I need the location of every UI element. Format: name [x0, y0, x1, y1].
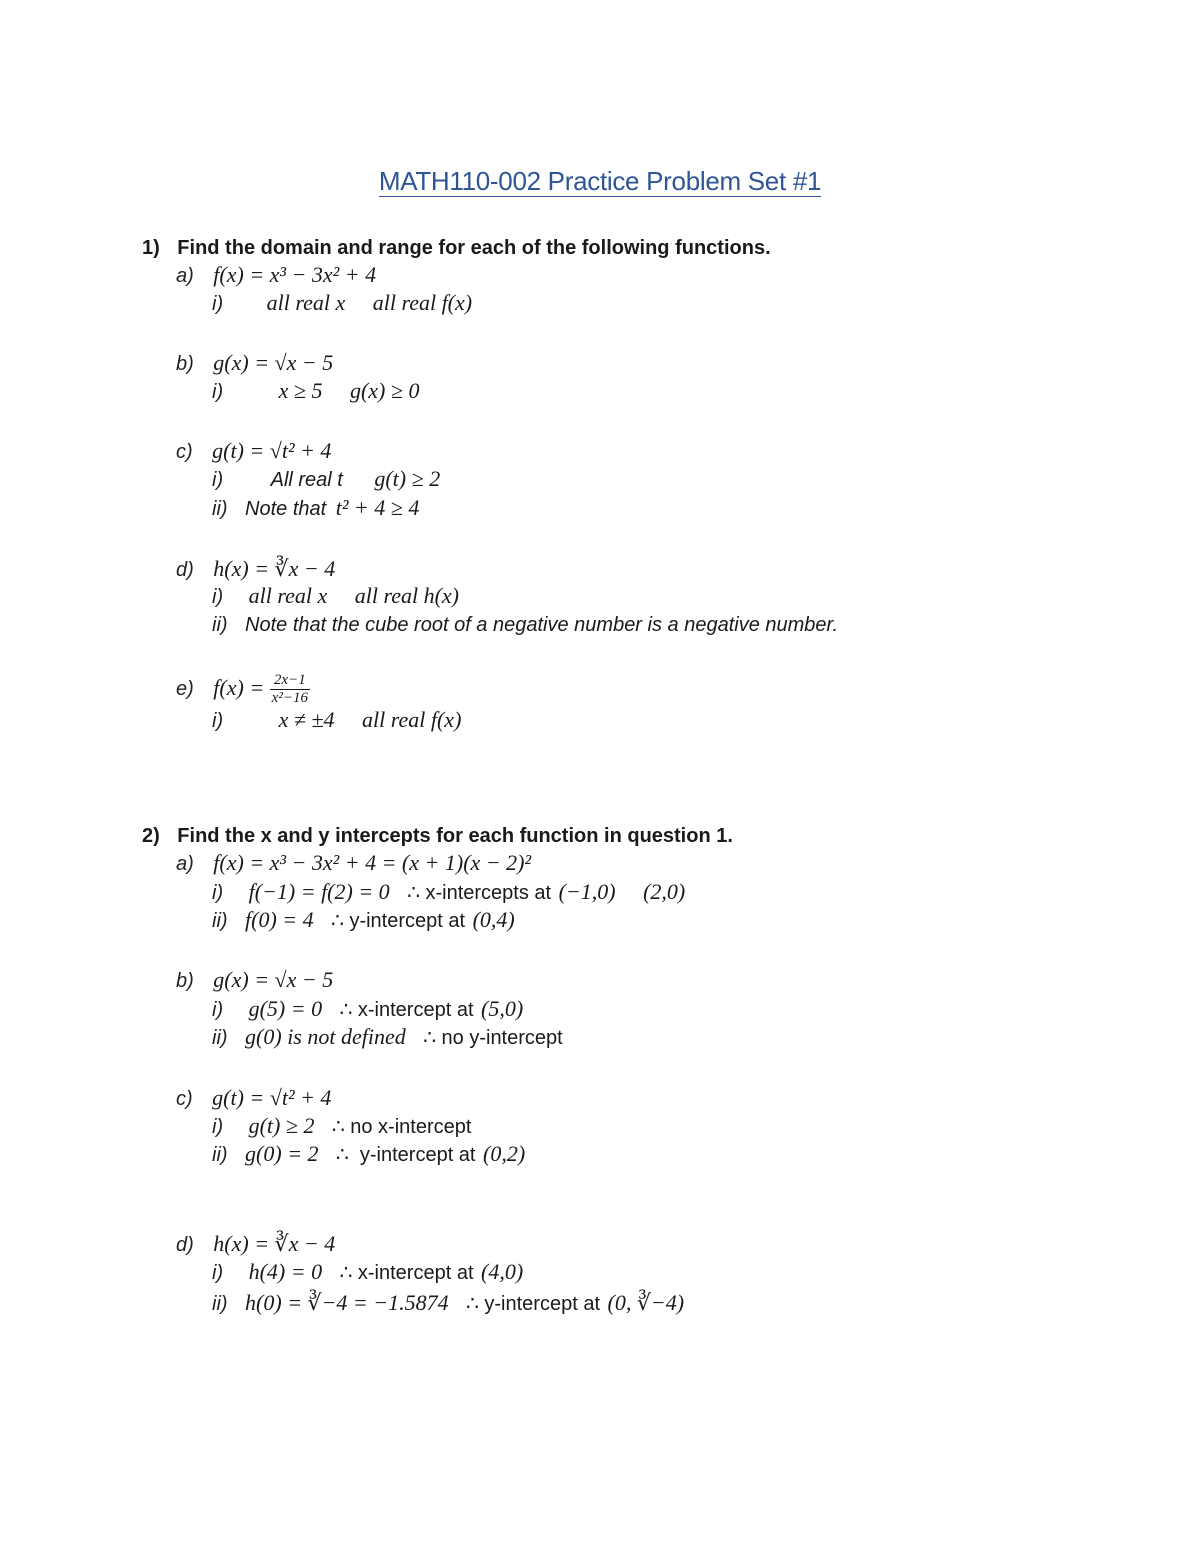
q1-part-c	[176, 437, 331, 466]
sub-label: i)	[212, 586, 224, 608]
answer-text: Note that	[245, 498, 327, 520]
question-2	[142, 821, 733, 850]
q1-part-d	[176, 555, 335, 584]
answer-math: h(0) = ∛−4 = −1.5874	[245, 1290, 449, 1315]
answer-text: ∴ no y-intercept	[423, 1027, 563, 1049]
part-label: d)	[176, 1234, 194, 1256]
q1-a-answer-i	[212, 289, 472, 318]
function-expression: f(x) = x³ − 3x² + 4	[213, 262, 377, 287]
q1-part-b	[176, 349, 333, 378]
q2-b-answer-ii	[212, 1023, 563, 1052]
part-label: a)	[176, 265, 194, 287]
q2-d-answer-i	[212, 1258, 523, 1287]
answer-math-2: (0,2)	[483, 1141, 526, 1166]
question-1	[142, 233, 771, 262]
q1-d-answer-ii	[212, 610, 838, 639]
answer-math-2: (0, ∛−4)	[607, 1290, 685, 1315]
q2-b-answer-i	[212, 995, 523, 1024]
answer-text: Note that the cube root of a negative number is a negative number.	[245, 614, 839, 636]
answer-math: g(5) = 0	[248, 996, 323, 1021]
q2-c-answer-ii	[212, 1140, 525, 1169]
part-label: a)	[176, 853, 194, 875]
q1-d-answer-i	[212, 582, 459, 611]
answer-math: g(t) ≥ 2	[248, 1113, 315, 1138]
answer-text: ∴ no x-intercept	[331, 1116, 472, 1138]
function-expression: g(x) = √x − 5	[213, 350, 334, 375]
answer-math: f(0) = 4	[245, 907, 314, 932]
function-expression: h(x) = ∛x − 4	[213, 1231, 336, 1256]
question-prompt: Find the x and y intercepts for each function in question 1.	[177, 825, 733, 847]
answer-math: t² + 4 ≥ 4	[335, 495, 420, 520]
answer-math-2: (−1,0) (2,0)	[558, 879, 686, 904]
q1-c-answer-ii	[212, 494, 419, 523]
answer-text: ∴ y-intercept at	[466, 1293, 600, 1315]
sub-label: i)	[212, 999, 224, 1021]
sub-label: ii)	[212, 1293, 228, 1315]
q2-a-answer-i	[212, 878, 685, 907]
part-label: d)	[176, 559, 194, 581]
part-label: b)	[176, 353, 194, 375]
q1-part-e	[176, 671, 310, 707]
q2-part-d	[176, 1230, 335, 1259]
answer-math: all real x all real f(x)	[266, 290, 473, 315]
function-expression: g(t) = √t² + 4	[212, 1085, 332, 1110]
answer-text: ∴ x-intercept at	[339, 1262, 474, 1284]
answer-math: g(0) = 2	[245, 1141, 319, 1166]
function-expression: h(x) = ∛x − 4	[213, 556, 336, 581]
q2-part-c	[176, 1084, 331, 1113]
sub-label: i)	[212, 710, 224, 732]
q2-a-answer-ii	[212, 906, 515, 935]
q2-part-b	[176, 966, 333, 995]
sub-label: ii)	[212, 1027, 228, 1049]
fraction-numerator: 2x−1	[270, 672, 310, 690]
answer-text: All real t	[270, 469, 343, 491]
sub-label: ii)	[212, 1144, 228, 1166]
fraction	[270, 672, 310, 707]
answer-math: h(4) = 0	[248, 1259, 323, 1284]
answer-math-2: (4,0)	[481, 1259, 524, 1284]
q1-b-answer-i	[212, 377, 419, 406]
q2-d-answer-ii	[212, 1289, 684, 1318]
sub-label: i)	[212, 1116, 224, 1138]
fraction-denominator: x²−16	[271, 690, 308, 707]
question-prompt: Find the domain and range for each of the following functions.	[177, 237, 771, 259]
q2-c-answer-i	[212, 1112, 471, 1141]
sub-label: ii)	[212, 498, 228, 520]
sub-label: i)	[212, 882, 224, 904]
function-expression: g(x) = √x − 5	[213, 967, 334, 992]
answer-math: f(−1) = f(2) = 0	[248, 879, 390, 904]
page-title: MATH110-002 Practice Problem Set #1	[378, 166, 822, 196]
sub-label: i)	[212, 1262, 224, 1284]
answer-text: ∴ x-intercepts at	[407, 882, 552, 904]
q1-c-answer-i	[212, 465, 440, 494]
function-expression: g(t) = √t² + 4	[212, 438, 332, 463]
answer-math: x ≠ ±4 all real f(x)	[278, 707, 462, 732]
question-number: 1)	[142, 237, 160, 259]
answer-math: g(t) ≥ 2	[374, 466, 441, 491]
answer-math-2: (5,0)	[481, 996, 524, 1021]
q1-e-answer-i	[212, 706, 461, 735]
answer-text: ∴ x-intercept at	[339, 999, 474, 1021]
answer-text: ∴ y-intercept at	[336, 1144, 476, 1166]
answer-math: all real x all real h(x)	[248, 583, 459, 608]
answer-math: x ≥ 5 g(x) ≥ 0	[278, 378, 420, 403]
part-label: c)	[176, 441, 193, 463]
answer-math: g(0) is not defined	[245, 1024, 406, 1049]
q2-part-a	[176, 849, 531, 878]
sub-label: ii)	[212, 910, 228, 932]
q1-part-a	[176, 261, 376, 290]
function-expression: f(x) = x³ − 3x² + 4 = (x + 1)(x − 2)²	[213, 850, 532, 875]
function-lhs: f(x) =	[213, 675, 265, 700]
sub-label: i)	[212, 293, 224, 315]
sub-label: ii)	[212, 614, 228, 636]
answer-math-2: (0,4)	[472, 907, 515, 932]
part-label: e)	[176, 678, 194, 700]
part-label: b)	[176, 970, 194, 992]
sub-label: i)	[212, 469, 224, 491]
part-label: c)	[176, 1088, 193, 1110]
question-number: 2)	[142, 825, 160, 847]
sub-label: i)	[212, 381, 224, 403]
answer-text: ∴ y-intercept at	[331, 910, 466, 932]
